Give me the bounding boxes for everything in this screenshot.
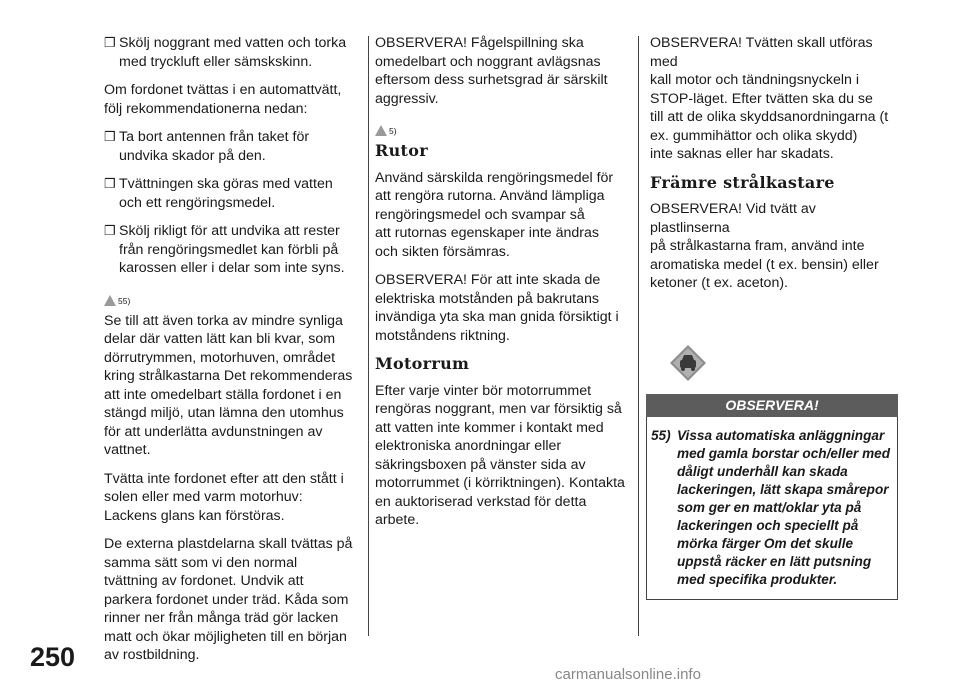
text-line: rengöras noggrant, men var försiktig så [375,401,622,417]
paragraph [375,169,633,262]
text-line: undvika skador på den. [119,147,266,164]
warning-box [646,417,898,600]
text-line: kall motor och tändningsnyckeln i [650,72,859,88]
text-line: en auktoriserad verkstad för detta [375,493,587,510]
paragraph [104,535,362,665]
footnote-reference: 5) [375,118,633,136]
text-line: att rutornas egenskaper inte ändras [375,225,599,241]
text-line: karossen eller i delar som inte syns. [119,260,345,276]
text-line: uppstå räcker en lätt putsning [677,553,872,569]
warning-triangle-icon [375,125,387,136]
text-line: OBSERVERA! Tvätten skall utföras med [650,35,873,70]
warning-header: OBSERVERA! [646,394,898,417]
text-line: rinner ner från många träd gör lacken [104,610,339,626]
section-heading: Främre strålkastare [650,172,835,192]
paragraph [375,271,633,345]
text-line: som ger en matt/oklar yta på [677,499,862,515]
column-3 [650,34,898,600]
text-line: De externa plastdelarna skall tvättas på [104,536,353,552]
text-line: med tryckluft eller sämskskinn. [119,53,313,70]
text-line: aromatiska medel (t ex. bensin) eller [650,256,879,273]
text-line: och ett rengöringsmedel. [119,194,276,211]
text-line: samma sätt som vi den normal [104,554,298,571]
section-heading: Rutor [375,141,428,160]
text-line: ex. gummihättor och olika skydd) [650,127,858,144]
text-line: Skölj noggrant med vatten och torka [119,35,347,51]
list-item [104,128,362,165]
text-line: av rostbildning. [104,647,200,663]
paragraph [375,382,633,530]
list-item [104,34,362,71]
text-line: OBSERVERA! Vid tvätt av plastlinserna [650,201,816,236]
text-line: vattnet. [104,442,151,458]
list-item [104,222,362,278]
text-line: eftersom dess surhetsgrad är särskilt [375,72,608,88]
text-line: motståndens riktning. [375,327,510,344]
text-line: Vissa automatiska anläggningar [677,427,885,443]
text-line: att vatten inte kommer i kontakt med [375,419,604,436]
text-line: OBSERVERA! Fågelspillning ska [375,35,584,51]
text-line: matt och ökar möjligheten till en början [104,628,347,645]
checkbox-bullet-icon: ❒ [104,35,116,50]
text-line: lackeringen och speciellt på [677,517,859,533]
text-line: till att de olika skyddsanordningarna (t [650,109,889,125]
text-line: och sikten försämras. [375,243,510,260]
list-item [104,175,362,212]
warning-text [677,427,890,589]
text-line: att inte omedelbart ställa fordonet i en [104,386,342,403]
warning-triangle-icon [104,295,116,306]
text-line: Använd särskilda rengöringsmedel för [375,169,614,186]
paragraph [375,34,633,108]
text-line: Tvättningen ska göras med vatten [119,176,333,192]
paragraph [104,470,362,526]
text-line: från rengöringsmedlet kan förbli på [119,241,339,258]
column-1 [104,34,362,675]
text-line: rengöringsmedel och svampar så [375,206,585,223]
text-line: inte saknas eller har skadats. [650,146,834,162]
text-line: Efter varje vinter bör motorrummet [375,382,592,399]
text-line: Skölj rikligt för att undvika att rester [119,223,340,239]
paragraph [104,312,362,460]
text-line: delar där vatten lätt kan bli kvar, som [104,331,336,347]
watermark: carmanualsonline.info [555,666,701,683]
text-line: aggressiv. [375,90,439,107]
text-line: arbete. [375,512,420,528]
column-divider [638,36,639,636]
column-divider [368,36,369,636]
text-line: elektriska motstånden på bakrutans [375,290,599,307]
paragraph [650,34,898,164]
text-line: säkringsboxen på vänster sida av [375,456,586,473]
text-line: parkera fordonet under träd. Kåda som [104,591,349,608]
text-line: dåligt underhåll kan skada [677,463,848,479]
text-line: motorrummet (i körriktningen). Kontakta [375,475,625,491]
text-line: stängd miljö, utan lämna den utomhus [104,405,344,421]
warning-number: 55) [651,427,671,443]
text-line: omedelbart och noggrant avlägsnas [375,53,601,70]
section-heading: Motorrum [375,354,470,373]
text-line: mörka färger Om det skulle [677,535,854,551]
page-number: 250 [30,642,76,672]
paragraph [104,81,362,118]
paragraph [650,200,898,293]
text-line: Lackens glans kan förstöras. [104,507,285,524]
text-line: att rengöra rutorna. Använd lämpliga [375,188,605,204]
checkbox-bullet-icon: ❒ [104,129,116,144]
text-line: följ rekommendationerna nedan: [104,100,308,117]
text-line: för att underlätta avdunstningen av [104,423,323,440]
text-line: invändiga yta ska man gnida försiktigt i [375,309,619,325]
text-line: Ta bort antennen från taket för [119,129,310,145]
text-line: Se till att även torka av mindre synliga [104,312,343,329]
text-line: elektroniska anordningar eller [375,438,562,454]
checkbox-bullet-icon: ❒ [104,176,116,191]
text-line: ketoner (t ex. aceton). [650,275,789,291]
column-2 [375,34,633,540]
footnote-reference: 55) [104,288,362,306]
text-line: OBSERVERA! För att inte skada de [375,272,601,288]
text-line: kring strålkastarna Det rekommenderas [104,368,353,384]
text-line: STOP-läget. Efter tvätten ska du se [650,90,873,107]
text-line: tvättning av fordonet. Undvik att [104,573,304,589]
text-line: på strålkastarna fram, använd inte [650,238,865,254]
car-warning-icon [668,343,708,383]
text-line: med gamla borstar och/eller med [677,445,891,461]
text-line: Tvätta inte fordonet efter att den stått i [104,470,344,487]
checkbox-bullet-icon: ❒ [104,223,116,238]
text-line: dörrutrymmen, motorhuven, området [104,349,336,366]
text-line: lackeringen, lätt skapa smårepor [677,481,889,497]
text-line: solen eller med varm motorhuv: [104,489,303,505]
text-line: Om fordonet tvättas i en automattvätt, [104,82,342,98]
text-line: med specifika produkter. [677,571,838,587]
